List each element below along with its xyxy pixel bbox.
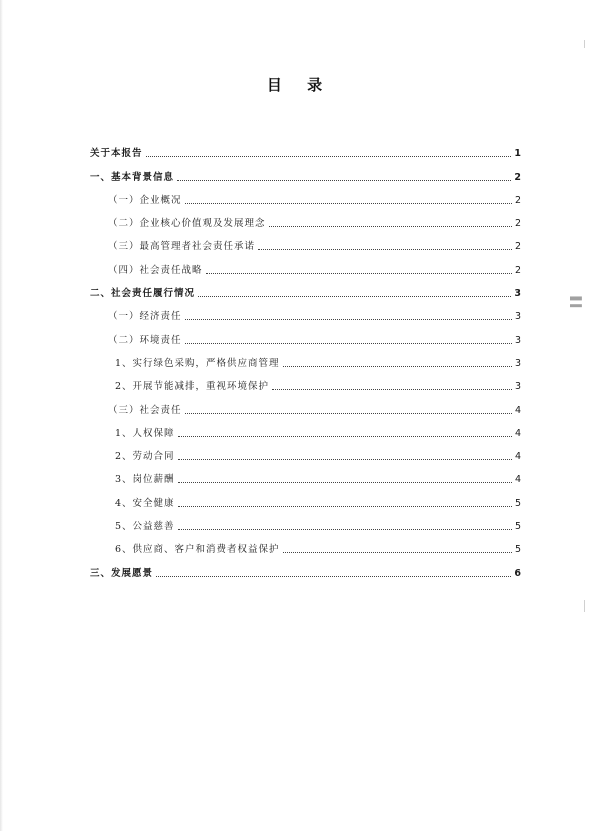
toc-entry-label: 三、发展愿景 [90, 567, 154, 579]
toc-entry[interactable] [90, 229, 521, 252]
toc-dot-leader [178, 458, 512, 460]
toc-entry-label: （三）社会责任 [108, 404, 182, 416]
toc-entry-page-number: 4 [514, 427, 521, 439]
toc-entry[interactable] [90, 252, 521, 275]
toc-dot-leader [156, 575, 511, 577]
toc-entry-label: （二）环境责任 [108, 334, 182, 346]
toc-entry[interactable] [90, 369, 521, 392]
scan-edge-line [584, 600, 585, 612]
toc-dot-leader [185, 412, 512, 414]
toc-dot-leader [178, 528, 512, 530]
page-edge-shadow [0, 0, 3, 831]
toc-entry-page-number: 2 [514, 218, 521, 230]
toc-entry-page-number: 5 [514, 521, 521, 533]
toc-dot-leader [198, 295, 511, 297]
toc-entry-label: 3、岗位薪酬 [115, 474, 175, 486]
toc-entry[interactable] [90, 159, 521, 182]
toc-entry-label: 二、社会责任履行情况 [90, 288, 196, 300]
toc-entry-label: 一、基本背景信息 [90, 171, 175, 183]
toc-entry-label: 5、公益慈善 [115, 521, 175, 533]
toc-entry-label: （二）企业核心价值观及发展理念 [108, 218, 266, 230]
toc-entry-page-number: 4 [514, 474, 521, 486]
toc-entry-page-number: 3 [514, 334, 521, 346]
page-title: 目 录 [266, 76, 333, 94]
toc-dot-leader [258, 248, 512, 250]
toc-entry[interactable] [90, 416, 521, 439]
toc-dot-leader [177, 179, 511, 181]
toc-dot-leader [178, 505, 512, 507]
toc-entry-label: （三）最高管理者社会责任承诺 [108, 241, 256, 253]
toc-entry-label: 关于本报告 [90, 148, 143, 160]
toc-entry-page-number: 5 [514, 544, 521, 556]
scan-edge-line [584, 40, 585, 48]
toc-entry[interactable] [90, 555, 521, 578]
toc-dot-leader [283, 365, 512, 367]
toc-entry[interactable] [90, 206, 521, 229]
toc-entry-label: 2、劳动合同 [115, 451, 175, 463]
toc-entry-page-number: 3 [514, 357, 521, 369]
toc-entry-page-number: 6 [514, 567, 521, 579]
toc-entry-label: 1、人权保障 [115, 427, 175, 439]
scan-artifact: ▌▍ [569, 296, 581, 312]
toc-entry[interactable] [90, 439, 521, 462]
toc-dot-leader [178, 435, 512, 437]
toc-entry-label: 4、安全健康 [115, 497, 175, 509]
toc-entry-label: （四）社会责任战略 [108, 264, 203, 276]
toc-dot-leader [185, 202, 512, 204]
toc-dot-leader [146, 155, 512, 157]
toc-entry-label: 6、供应商、客户和消费者权益保护 [115, 544, 280, 556]
toc-entry-label: 1、实行绿色采购，严格供应商管理 [115, 357, 280, 369]
toc-entry[interactable] [90, 462, 521, 485]
toc-entry[interactable] [90, 509, 521, 532]
toc-entry-page-number: 1 [514, 148, 521, 160]
toc-dot-leader [185, 342, 512, 344]
toc-entry-page-number: 2 [514, 264, 521, 276]
toc-dot-leader [206, 272, 512, 274]
toc-entry-page-number: 5 [514, 497, 521, 509]
toc-dot-leader [178, 481, 512, 483]
toc-entry-page-number: 3 [514, 311, 521, 323]
toc-entry-label: （一）企业概况 [108, 194, 182, 206]
toc-entry[interactable] [90, 485, 521, 508]
toc-dot-leader [272, 388, 512, 390]
toc-entry-page-number: 4 [514, 404, 521, 416]
toc-entry-page-number: 2 [514, 194, 521, 206]
toc-entry[interactable] [90, 299, 521, 322]
toc-entry-page-number: 3 [514, 381, 521, 393]
toc-entry[interactable] [90, 136, 521, 159]
toc-entry[interactable] [90, 276, 521, 299]
toc-dot-leader [269, 225, 512, 227]
table-of-contents [90, 136, 521, 579]
toc-entry[interactable] [90, 392, 521, 415]
toc-entry-page-number: 2 [514, 171, 521, 183]
toc-entry-page-number: 2 [514, 241, 521, 253]
toc-entry[interactable] [90, 532, 521, 555]
toc-entry[interactable] [90, 183, 521, 206]
toc-entry[interactable] [90, 346, 521, 369]
toc-dot-leader [283, 551, 512, 553]
toc-entry-label: 2、开展节能减排，重视环境保护 [115, 381, 270, 393]
toc-entry-page-number: 3 [514, 288, 521, 300]
toc-entry-page-number: 4 [514, 451, 521, 463]
toc-dot-leader [185, 318, 512, 320]
toc-entry-label: （一）经济责任 [108, 311, 182, 323]
toc-entry[interactable] [90, 322, 521, 345]
